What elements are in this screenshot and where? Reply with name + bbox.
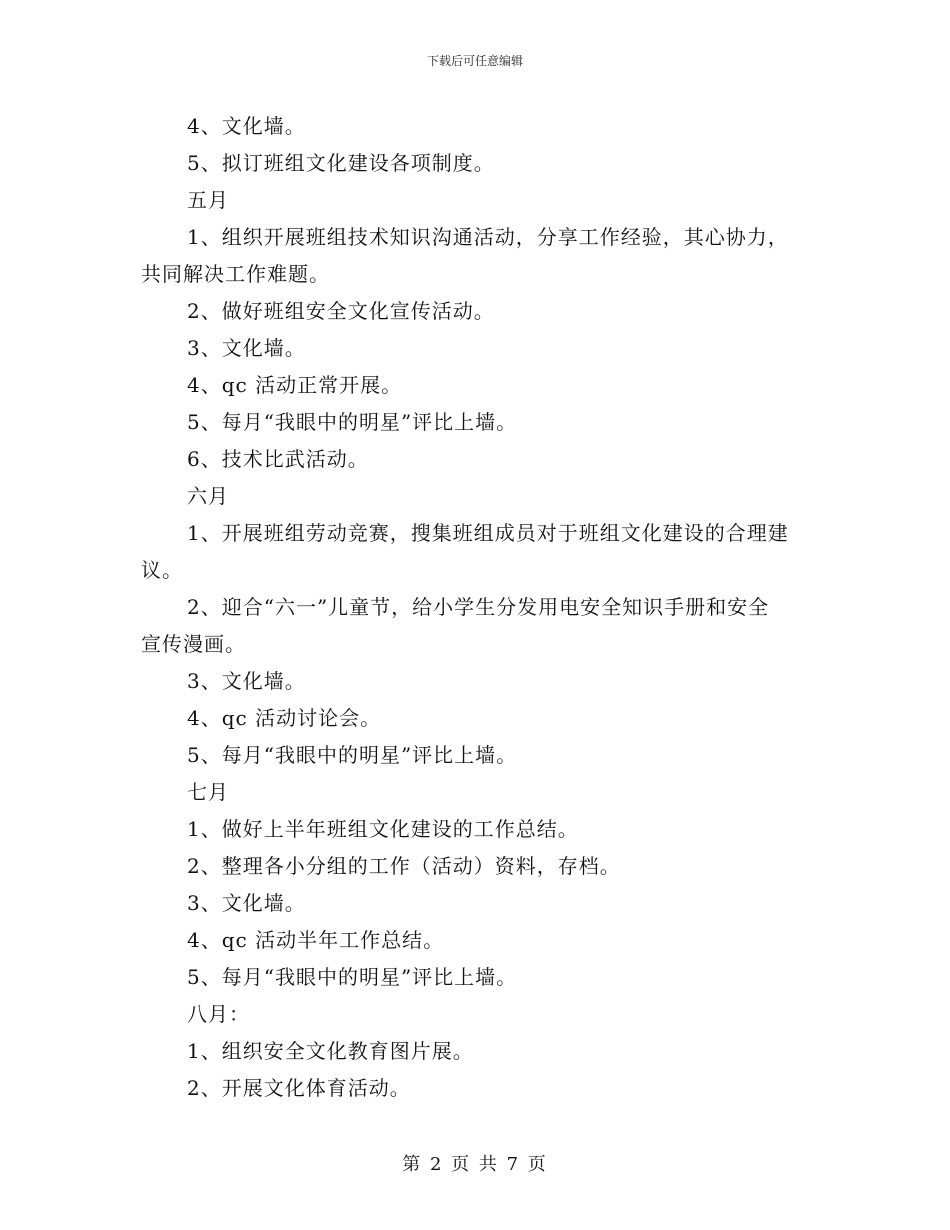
text-line: 3、文化墙。 bbox=[187, 891, 306, 915]
text-line: 八月： bbox=[187, 1002, 250, 1026]
text-line: 6、技术比武活动。 bbox=[187, 447, 369, 471]
text-line: 七月 bbox=[187, 780, 229, 804]
text-line: 2、开展文化体育活动。 bbox=[187, 1076, 411, 1100]
text-line: 1、做好上半年班组文化建设的工作总结。 bbox=[187, 817, 579, 841]
text-line: 5、拟订班组文化建设各项制度。 bbox=[187, 151, 495, 175]
text-line: 5、每月“我眼中的明星”评比上墙。 bbox=[187, 965, 518, 989]
text-line: 2、迎合“六一”儿童节，给小学生分发用电安全知识手册和安全 bbox=[187, 595, 770, 619]
text-line: 5、每月“我眼中的明星”评比上墙。 bbox=[187, 743, 518, 767]
text-line: 3、文化墙。 bbox=[187, 336, 306, 360]
document-body bbox=[141, 108, 809, 1107]
text-line: 1、组织安全文化教育图片展。 bbox=[187, 1039, 474, 1063]
page-footer: 第 2 页 共 7 页 bbox=[402, 1154, 548, 1175]
text-line: 共同解决工作难题。 bbox=[141, 262, 330, 286]
text-line: 六月 bbox=[187, 484, 229, 508]
text-line: 议。 bbox=[141, 558, 183, 582]
text-line: 4、文化墙。 bbox=[187, 114, 306, 138]
text-line: 4、qc 活动正常开展。 bbox=[187, 373, 403, 397]
text-line: 宣传漫画。 bbox=[141, 632, 246, 656]
text-line: 3、文化墙。 bbox=[187, 669, 306, 693]
text-line: 4、qc 活动半年工作总结。 bbox=[187, 928, 445, 952]
text-line: 五月 bbox=[187, 188, 229, 212]
text-line: 2、整理各小分组的工作（活动）资料，存档。 bbox=[187, 854, 621, 878]
page-header: 下载后可任意编辑 bbox=[426, 54, 523, 68]
text-line: 2、做好班组安全文化宣传活动。 bbox=[187, 299, 495, 323]
text-line: 1、开展班组劳动竞赛，搜集班组成员对于班组文化建设的合理建 bbox=[187, 521, 789, 545]
text-line: 1、组织开展班组技术知识沟通活动，分享工作经验，其心协力， bbox=[187, 225, 789, 249]
text-line: 5、每月“我眼中的明星”评比上墙。 bbox=[187, 410, 518, 434]
text-line: 4、qc 活动讨论会。 bbox=[187, 706, 382, 730]
